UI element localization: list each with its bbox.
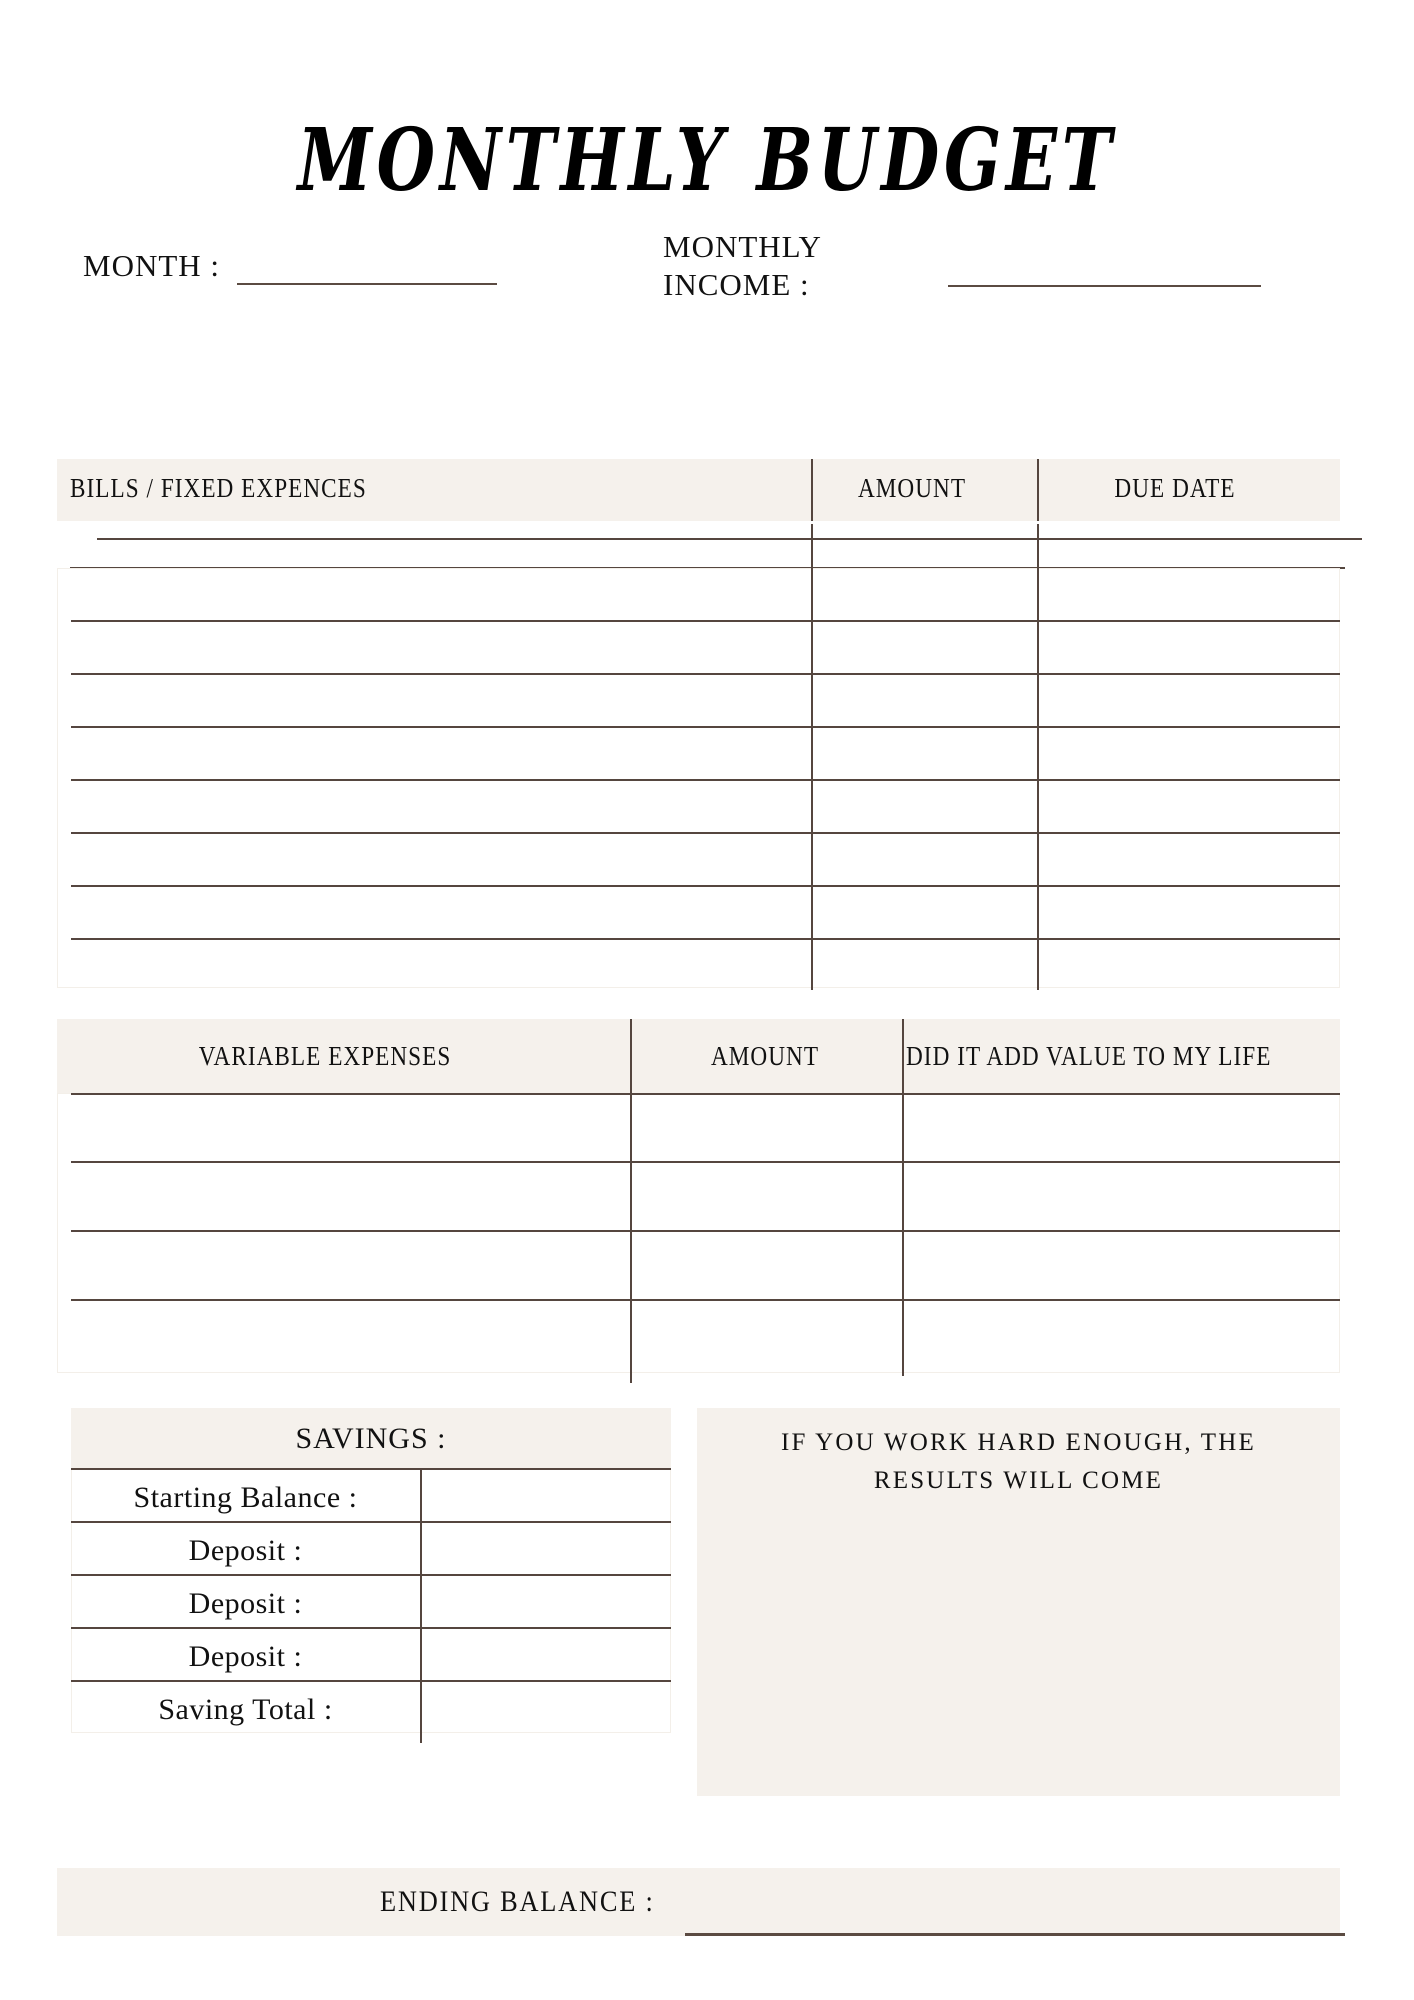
savings-row-label-deposit-3: Deposit :	[188, 1640, 303, 1673]
variable-value-cells[interactable]	[904, 1093, 1339, 1373]
savings-value-saving-total[interactable]	[422, 1682, 671, 1733]
variable-table-col-name: VARIABLE EXPENSES	[198, 1041, 452, 1071]
savings-row-label-saving-total: Saving Total :	[158, 1693, 333, 1726]
variable-amount-cells[interactable]	[632, 1093, 900, 1373]
bills-header-divider-2	[1037, 459, 1039, 521]
savings-heading: SAVINGS :	[295, 1422, 447, 1455]
savings-row-label-deposit-2: Deposit :	[188, 1587, 303, 1620]
quote-line-2: RESULTS WILL COME	[873, 1466, 1164, 1494]
bills-table-col-amount: AMOUNT	[857, 473, 967, 503]
savings-value-starting-balance[interactable]	[422, 1470, 671, 1521]
savings-value-deposit-1[interactable]	[422, 1523, 671, 1574]
month-label: MONTH :	[83, 248, 221, 283]
savings-row-label-starting-balance: Starting Balance :	[133, 1481, 358, 1514]
variable-table-col-value: DID IT ADD VALUE TO MY LIFE	[906, 1041, 1272, 1071]
savings-value-deposit-2[interactable]	[422, 1576, 671, 1627]
variable-table-col-amount: AMOUNT	[710, 1041, 820, 1071]
bills-row-rule-top	[97, 538, 1362, 540]
ending-balance-panel	[57, 1868, 1340, 1936]
bills-due-date-cells[interactable]	[1039, 568, 1339, 988]
bills-table-col-due-date: DUE DATE	[1114, 473, 1236, 503]
bills-name-cells[interactable]	[71, 568, 809, 988]
monthly-income-label-line2: INCOME :	[663, 266, 810, 302]
variable-header-divider-1	[630, 1019, 632, 1093]
quote-line-1: IF YOU WORK HARD ENOUGH, THE	[780, 1429, 1256, 1456]
bills-table-col-name: BILLS / FIXED EXPENCES	[70, 473, 367, 503]
savings-row-label-deposit-1: Deposit :	[188, 1534, 303, 1567]
bills-amount-cells[interactable]	[813, 568, 1035, 988]
monthly-income-label-line1: MONTHLY	[663, 229, 822, 264]
savings-value-deposit-3[interactable]	[422, 1629, 671, 1680]
ending-balance-label: ENDING BALANCE :	[380, 1885, 655, 1918]
motivational-quote-text	[697, 1424, 1340, 1499]
monthly-income-label	[663, 228, 822, 304]
ending-balance-input-rule[interactable]	[685, 1933, 1345, 1936]
variable-name-cells[interactable]	[71, 1093, 629, 1373]
month-input-rule[interactable]	[237, 283, 497, 285]
variable-header-divider-2	[902, 1019, 904, 1093]
page-title: MONTHLY BUDGET	[297, 110, 1117, 211]
monthly-income-input-rule[interactable]	[948, 285, 1261, 287]
bills-header-divider-1	[811, 459, 813, 521]
